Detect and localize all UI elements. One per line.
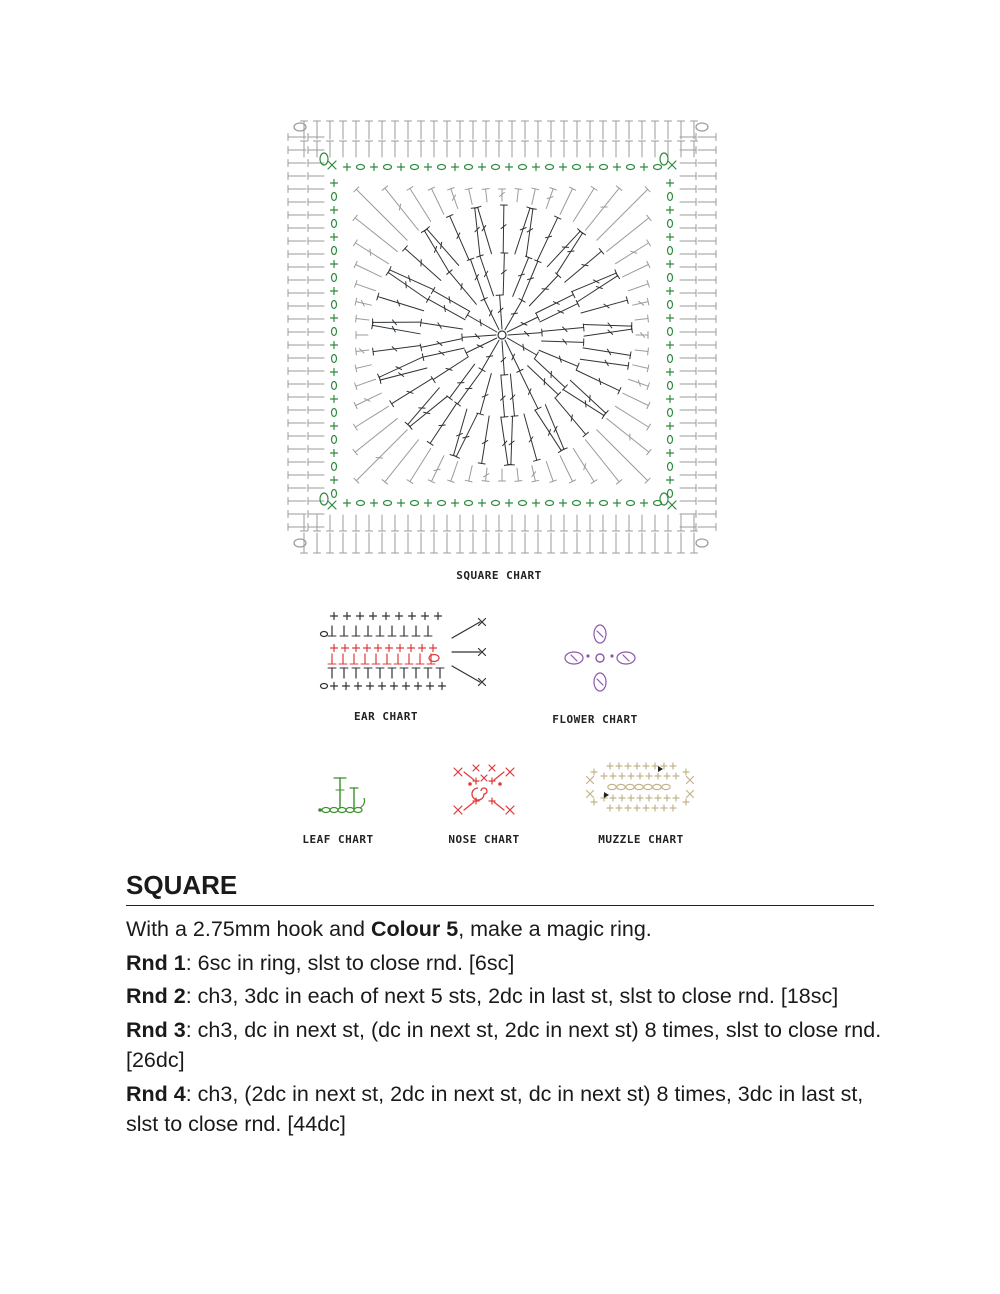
round-label: Rnd 1 [126,950,186,975]
ear-chart [312,608,487,698]
round-label: Rnd 2 [126,984,186,1008]
round-3: Rnd 3: ch3, dc in next st, (dc in next st, 2dc in next st) 8 times, slst to close rnd. [26dc] [126,1017,882,1072]
round-label: Rnd 3 [126,1017,186,1042]
section-title: SQUARE [126,870,238,900]
square-chart [282,115,722,560]
leaf-chart-caption: LEAF CHART [302,833,374,846]
section-divider [126,905,874,906]
flower-chart-caption: FLOWER CHART [552,713,638,726]
inner-circle-rounds [372,205,633,465]
square-chart-caption: SQUARE CHART [456,569,542,582]
round-label: Rnd 4 [126,1081,186,1106]
muzzle-chart-caption: MUZZLE CHART [598,833,684,846]
round-1: Rnd 1: 6sc in ring, slst to close rnd. [6sc] [126,950,515,975]
ear-chart-caption: EAR CHART [353,710,419,723]
leaf-chart [310,772,370,820]
nose-chart-caption: NOSE CHART [448,833,520,846]
round-2: Rnd 2: ch3, 3dc in each of next 5 sts, 2dc in last st, slst to close rnd. [18sc] [126,984,839,1008]
round-4: Rnd 4: ch3, (2dc in next st, 2dc in next st, dc in next st) 8 times, 3dc in last st, slst to close rnd. [44dc] [126,1081,864,1136]
outer-stitch-rounds [288,121,716,553]
nose-chart [446,762,522,820]
instructions [126,914,886,1143]
colour-name: Colour 5 [370,917,459,941]
flower-chart [560,622,640,697]
muzzle-chart [580,758,700,818]
intro-paragraph: With a 2.75mm hook and Colour 5, make a magic ring. [126,917,652,941]
